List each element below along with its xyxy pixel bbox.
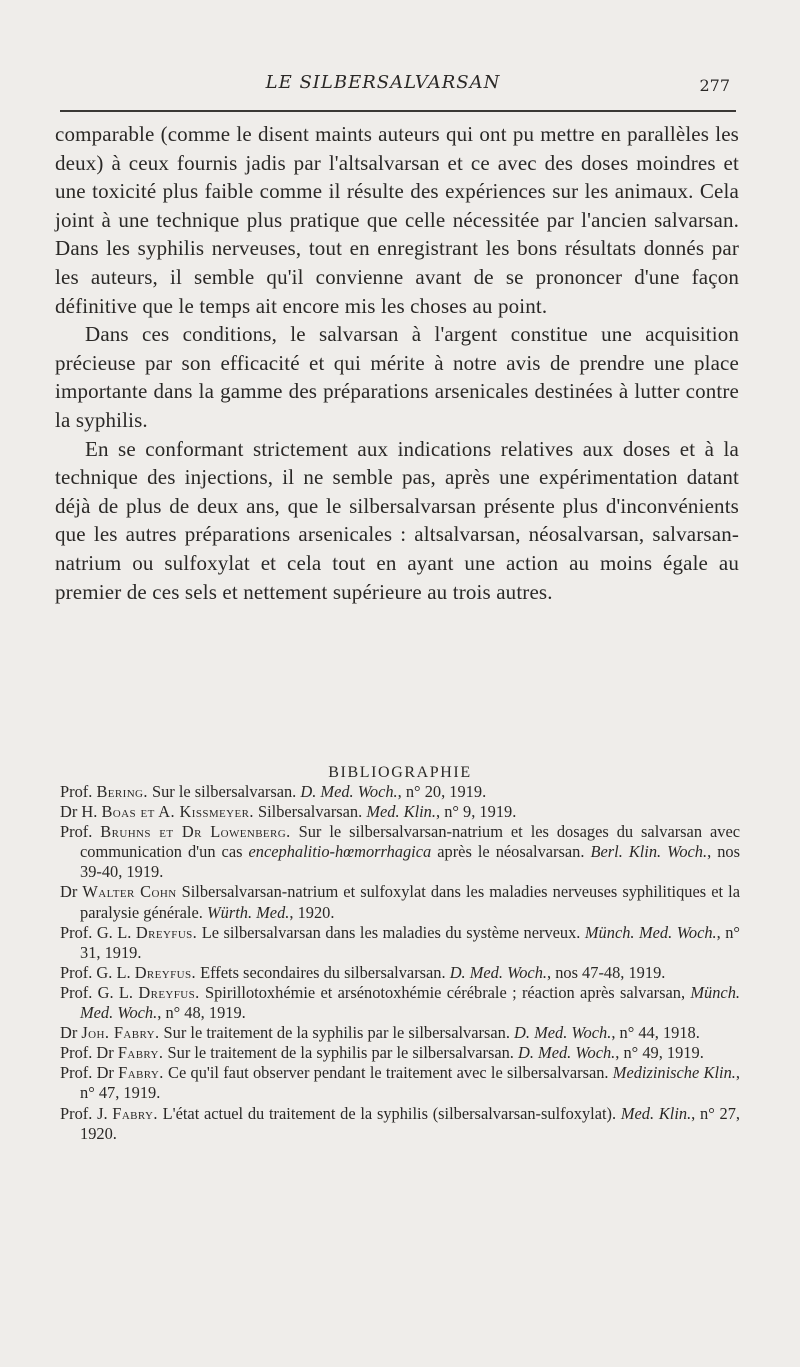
- entry-reference: nos 47-48, 1919.: [555, 962, 666, 982]
- bibliography-entry: Prof. G. L. Dreyfus. Spirillotoxhémie et arsénotoxhémie cérébrale ; réaction après salvarsan, Münch. Med. Woch., n° 48, 1919.: [60, 982, 740, 1023]
- entry-author: Bruhns et Dr Lowenberg.: [100, 822, 291, 842]
- entry-title: L'état actuel du traitement de la syphilis (silbersalvarsan-sulfoxylat).: [162, 1103, 617, 1123]
- entry-source: Münch. Med. Woch.: [80, 982, 740, 1023]
- entry-author: Bering.: [96, 782, 148, 801]
- entry-source: D. Med. Woch.: [514, 1023, 612, 1043]
- entry-author: Fabry.: [118, 1063, 164, 1083]
- bibliography-heading: BIBLIOGRAPHIE: [328, 764, 472, 781]
- bibliography-entry: Dr Walter Cohn Silbersalvarsan-natrium et sulfoxylat dans les maladies nerveuses syphilitiques et la paralysie générale. Würth. Med., 1920.: [60, 882, 740, 922]
- entry-title: Sur le silbersalvarsan-natrium et les dosages du salvarsan avec communication d'un cas: [80, 822, 741, 862]
- entry-author: Fabry.: [117, 1043, 164, 1063]
- entry-prefix: Prof. Dr: [60, 1043, 114, 1063]
- entry-title: Ce qu'il faut observer pendant le traitement avec le silbersalvarsan.: [168, 1063, 609, 1083]
- entry-author: Fabry.: [112, 1103, 158, 1123]
- entry-author: Dreyfus.: [135, 922, 198, 942]
- entry-author: Joh. Fabry.: [81, 1023, 160, 1043]
- bibliography-entry: Prof. J. Fabry. L'état actuel du traitement de la syphilis (silbersalvarsan-sulfoxylat). Med. Klin., n° 27, 1920.: [60, 1103, 740, 1143]
- entry-reference: n° 31, 1919.: [80, 922, 740, 962]
- entry-reference: n° 9, 1919.: [444, 802, 517, 822]
- entry-source: Med. Klin.: [366, 802, 436, 822]
- entry-title: Sur le silbersalvarsan.: [151, 782, 297, 801]
- paragraph: En se conformant strictement aux indications relatives aux doses et à la technique des injections, il ne semble pas, après une expérimentation datant déjà de plus de deux ans, que le silbersalvarsan présente plus d'inconvénients que les autres préparations arsenicales : altsalvarsan, néosalvarsan, salvarsan-natrium ou sulfoxylat et cela tout en ayant une action au moins égale au premier de ces sels et nettement supérieure au trois autres.: [55, 436, 739, 604]
- entry-author: Dreyfus.: [134, 962, 197, 982]
- entry-reference: 1920.: [297, 902, 335, 922]
- entry-prefix: Prof. Dr: [60, 1063, 114, 1083]
- bibliography-entry: Prof. Bering. Sur le silbersalvarsan. D. Med. Woch., n° 20, 1919.: [60, 782, 487, 801]
- entry-title: Silbersalvarsan-natrium et sulfoxylat dans les maladies nerveuses syphilitiques et la paralysie générale.: [80, 882, 740, 922]
- bibliography-list: [60, 782, 740, 1144]
- entry-prefix: Dr: [60, 1023, 78, 1043]
- entry-reference: n° 20, 1919.: [405, 782, 487, 801]
- entry-title: Effets secondaires du silbersalvarsan.: [200, 962, 446, 982]
- entry-source: Würth. Med.: [206, 902, 290, 922]
- entry-reference: n° 48, 1919.: [165, 1003, 246, 1023]
- bibliography-entry: Prof. G. L. Dreyfus. Le silbersalvarsan dans les maladies du système nerveux. Münch. Med. Woch., n° 31, 1919.: [60, 922, 740, 962]
- entry-author: Boas et A. Kissmeyer.: [101, 802, 254, 822]
- running-title: LE SILBERSALVARSAN: [265, 72, 501, 93]
- entry-source: D. Med. Woch.: [518, 1043, 616, 1063]
- paragraph: Dans ces conditions, le salvarsan à l'argent constitue une acquisition précieuse par son efficacité et qui mérite à notre avis de prendre une place importante dans la gamme des préparations arsenicales destinées à lutter contre la syphilis.: [55, 322, 739, 432]
- entry-source-secondary: Berl. Klin. Woch.: [590, 842, 708, 862]
- entry-title: Silbersalvarsan.: [257, 802, 363, 822]
- entry-title: Spirillotoxhémie et arsénotoxhémie cérébrale ; réaction après salvarsan,: [205, 982, 686, 1002]
- running-head: [56, 72, 730, 102]
- entry-author: Dreyfus.: [138, 982, 200, 1002]
- entry-source: encephalitio-hœmorrhagica: [248, 842, 432, 862]
- entry-source: Medizinische Klin.: [612, 1063, 736, 1083]
- entry-source: D. Med. Woch.: [449, 962, 547, 982]
- body-text: [55, 120, 739, 606]
- entry-source: D. Med. Woch.: [300, 782, 398, 801]
- entry-reference: n° 27, 1920.: [80, 1103, 740, 1143]
- bibliography-entry: Prof. Dr Fabry. Ce qu'il faut observer pendant le traitement avec le silbersalvarsan. Medizinische Klin., n° 47, 1919.: [60, 1063, 740, 1103]
- entry-prefix: Prof. J.: [60, 1103, 108, 1123]
- paragraph: comparable (comme le disent maints auteurs qui ont pu mettre en parallèles les deux) à ceux fournis jadis par l'altsalvarsan et ce avec des doses moindres et une toxicité plus faible comme il résulte des expériences sur les animaux. Cela joint à une technique plus pratique que celle nécessitée par l'ancien salvarsan. Dans les syphilis nerveuses, tout en enregistrant les bons résultats donnés par les auteurs, il semble qu'il convienne avant de se prononcer d'une façon définitive que le temps ait encore mis les choses au point.: [55, 122, 739, 318]
- entry-title-continued: après le néosalvarsan.: [437, 842, 585, 862]
- page-number: 277: [699, 76, 730, 95]
- entry-reference: n° 44, 1918.: [619, 1023, 700, 1043]
- entry-prefix: Prof. G. L.: [60, 922, 132, 942]
- entry-reference: n° 49, 1919.: [623, 1043, 704, 1063]
- entry-reference: n° 47, 1919.: [80, 1083, 161, 1103]
- entry-source: Med. Klin.: [620, 1103, 692, 1123]
- entry-prefix: Dr: [60, 882, 78, 902]
- entry-title: Sur le traitement de la syphilis par le silbersalvarsan.: [167, 1043, 514, 1063]
- entry-reference: nos 39-40, 1919.: [80, 842, 740, 882]
- bibliography-entry: Prof. Dr Fabry. Sur le traitement de la syphilis par le silbersalvarsan. D. Med. Woch., n° 49, 1919.: [60, 1043, 704, 1063]
- bibliography-entry: Prof. G. L. Dreyfus. Effets secondaires du silbersalvarsan. D. Med. Woch., nos 47-48, 1919.: [60, 962, 666, 982]
- entry-prefix: Dr H.: [60, 802, 98, 822]
- entry-title: Sur le traitement de la syphilis par le silbersalvarsan.: [163, 1023, 510, 1043]
- entry-source: Münch. Med. Woch.: [584, 922, 717, 942]
- bibliography-entry: Dr Joh. Fabry. Sur le traitement de la syphilis par le silbersalvarsan. D. Med. Woch., n° 44, 1918.: [60, 1023, 700, 1043]
- bibliography-entry: Dr H. Boas et A. Kissmeyer. Silbersalvarsan. Med. Klin., n° 9, 1919.: [60, 802, 517, 822]
- entry-prefix: Prof. G. L.: [60, 962, 131, 982]
- entry-prefix: Prof. G. L.: [60, 982, 134, 1002]
- header-rule: [60, 110, 736, 112]
- entry-prefix: Prof.: [60, 782, 93, 801]
- entry-title: Le silbersalvarsan dans les maladies du système nerveux.: [201, 922, 581, 942]
- entry-author: Walter Cohn: [82, 882, 177, 902]
- entry-prefix: Prof.: [60, 822, 93, 842]
- bibliography-entry: Prof. Bruhns et Dr Lowenberg. Sur le silbersalvarsan-natrium et les dosages du salvarsan avec communication d'un cas encephalitio-hœmorrhagica après le néosalvarsan. Berl. Klin. Woch., nos 39-40, 1919.: [60, 822, 741, 882]
